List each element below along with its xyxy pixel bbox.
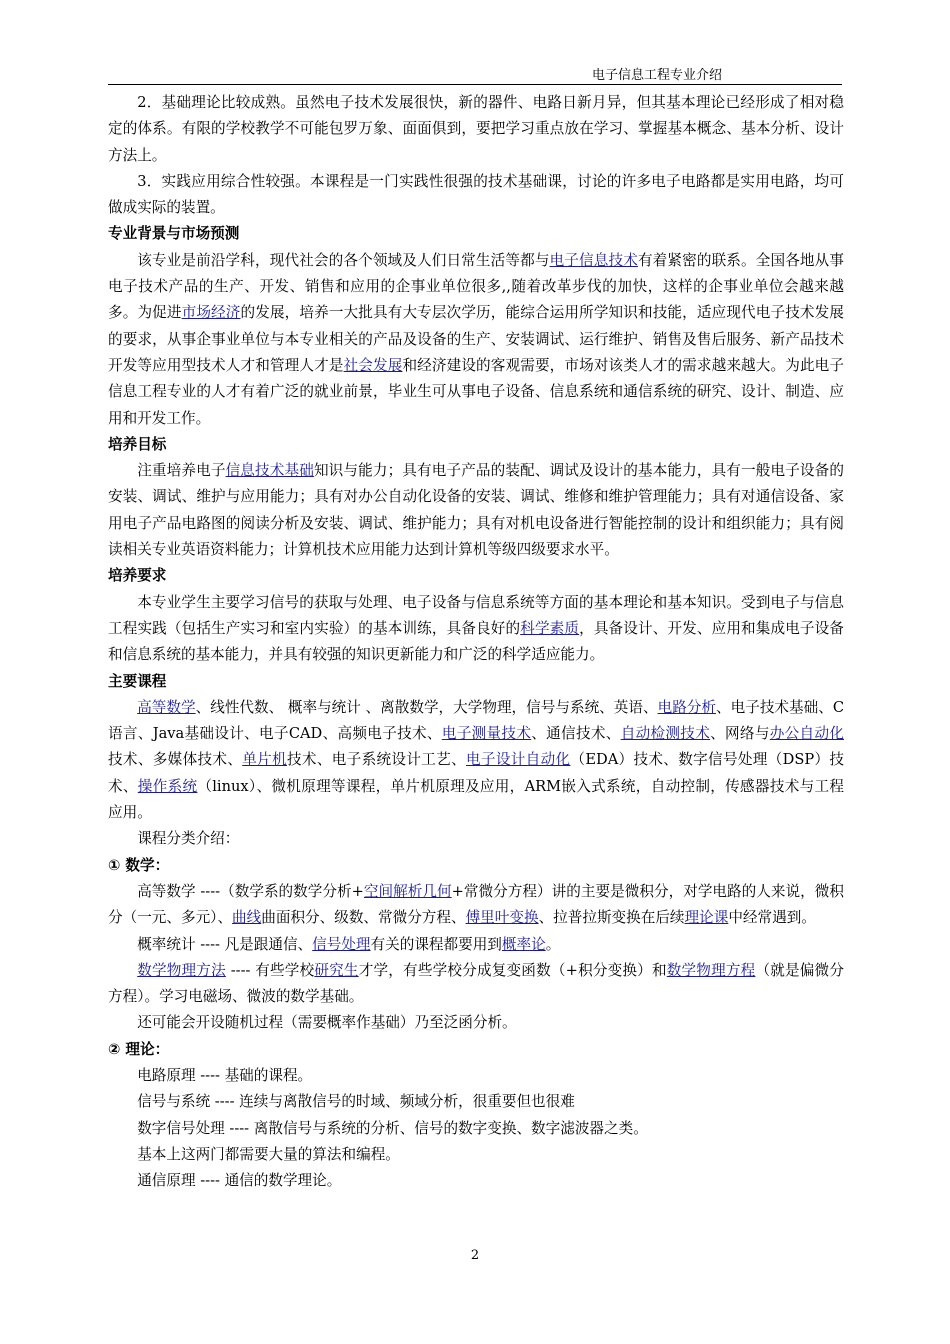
paragraph	[108, 695, 844, 826]
text: ，具备设计、开发、应用和集成电子设备和信息系统的基本能力，并具有较强的知识更新能力和广泛的科学适应能力。	[108, 619, 844, 664]
paragraph	[108, 590, 844, 669]
paragraph: 课程分类介绍：	[137, 830, 240, 848]
text: 才学，有些学校分成复变函数（+积分变换）和	[358, 961, 667, 979]
text: 、拉普拉斯变换在后续	[538, 909, 685, 927]
text: 、电子技术基础、C语言、Java基础设计、电子CAD、高频电子技术、	[108, 698, 845, 743]
list-item: 信号与系统 ---- 连续与离散信号的时域、频域分析，很重要但也很难	[137, 1093, 575, 1111]
link[interactable]: 曲线	[232, 909, 262, 927]
link[interactable]: 电子测量技术	[441, 725, 532, 743]
paragraph: 还可能会开设随机过程（需要概率作基础）乃至泛函分析。	[137, 1014, 517, 1032]
text: 、网络与	[710, 725, 770, 743]
header-title: 电子信息工程专业介绍	[591, 68, 722, 83]
link[interactable]: 市场经济	[181, 304, 241, 322]
link[interactable]: 概率论	[501, 935, 546, 953]
link[interactable]: 高等数学	[137, 698, 196, 716]
section-heading: 主要课程	[108, 672, 167, 690]
link[interactable]: 数学物理方程	[666, 961, 756, 979]
text: 本专业学生主要学习信号的获取与处理、电子设备与信息系统等方面的基本理论和基本知识。受到电子与信息工程实践（包括生产实习和室内实验）的基本训练，具备良好的	[108, 593, 844, 637]
text: 有着紧密的联系。全国各地从事电子技术产品的生产、开发、销售和应用的企事业单位很多,,随着改革步伐的加快，这样的企事业单位会越来越多。为促进	[108, 251, 844, 322]
paragraph	[108, 958, 844, 1011]
list-item: 数字信号处理 ---- 离散信号与系统的分析、信号的数字变换、数字滤波器之类。	[137, 1119, 648, 1137]
link[interactable]: 空间解析几何	[363, 882, 452, 900]
text: 、通信技术、	[531, 725, 621, 743]
paragraph	[108, 248, 844, 432]
text: （EDA）技术、数字信号处理（DSP）技术、	[108, 751, 844, 795]
link[interactable]: 理论课	[684, 909, 729, 927]
page-number: 2	[470, 1248, 480, 1263]
list-item: 基本上这两门都需要大量的算法和编程。	[137, 1145, 400, 1163]
link[interactable]: 电路分析	[657, 698, 717, 716]
list-item: 电路原理 ---- 基础的课程。	[137, 1066, 313, 1084]
text: 技术、电子系统设计工艺、	[287, 751, 466, 769]
link[interactable]: 信号处理	[312, 935, 371, 953]
link[interactable]: 数学物理方法	[137, 961, 226, 979]
text: 概率统计 ---- 凡是跟通信、	[137, 935, 313, 953]
text: 技术、多媒体技术、	[108, 751, 243, 769]
link[interactable]: 办公自动化	[769, 725, 844, 743]
paragraph	[108, 879, 844, 932]
text: （就是偏微分方程）。学习电磁场、微波的数学基础。	[108, 961, 844, 1006]
paragraph: 3．实践应用综合性较强。本课程是一门实践性很强的技术基础课，讨论的许多电子电路都是实用电路，均可做成实际的装置。	[108, 172, 844, 217]
text: （linux）、微机原理等课程，单片机原理及应用，ARM嵌入式系统，自动控制，传感器技术与工程应用。	[108, 777, 844, 822]
page-header	[108, 58, 842, 85]
link[interactable]: 信息技术基础	[225, 462, 314, 480]
text: +常微分方程）讲的主要是微积分，对学电路的人来说，微积分（一元、多元）、	[108, 882, 844, 927]
link[interactable]: 自动检测技术	[620, 725, 711, 743]
link[interactable]: 电子信息技术	[549, 251, 638, 269]
text: 注重培养电子	[137, 462, 226, 480]
paragraph	[108, 458, 844, 563]
link[interactable]: 电子设计自动化	[466, 751, 571, 769]
link[interactable]: 傅里叶变换	[465, 909, 539, 927]
paragraph	[108, 932, 844, 958]
paragraph: 2．基础理论比较成熟。虽然电子技术发展很快，新的器件、电路日新月异，但其基本理论已经形成了相对稳定的体系。有限的学校教学不可能包罗万象、面面俱到，要把学习重点放在学习、掌握基本概念、基本分析、设计方法上。	[108, 94, 844, 164]
text: 、线性代数、 概率与统计 、离散数学，大学物理，信号与系统、英语、	[195, 698, 658, 716]
link[interactable]: 社会发展	[343, 356, 403, 374]
section-heading: 专业背景与市场预测	[108, 225, 240, 243]
text: 中经常遇到。	[728, 909, 816, 927]
link[interactable]: 研究生	[314, 961, 359, 979]
list-item: 通信原理 ---- 通信的数学理论。	[137, 1172, 342, 1190]
subsection-heading: ① 数学：	[108, 856, 170, 874]
link[interactable]: 科学素质	[520, 619, 580, 637]
text: 高等数学 ----（数学系的数学分析+	[137, 882, 364, 900]
text: 的发展，培养一大批具有大专层次学历，能综合运用所学知识和技能，适应现代电子技术发展的要求，从事企事业单位与本专业相关的产品及设备的生产、安装调试、运行维护、销售及售后服务、新产品技术开发等应用型技术人才和管理人才是	[108, 304, 844, 374]
document-body	[108, 90, 844, 1194]
text: 曲面积分、级数、常微分方程、	[261, 909, 466, 927]
text: 。	[545, 935, 561, 953]
text: 和经济建设的客观需要，市场对该类人才的需求越来越大。为此电子信息工程专业的人才有着广泛的就业前景，毕业生可从事电子设备、信息系统和通信系统的研究、设计、制造、应用和开发工作。	[108, 356, 844, 427]
subsection-heading: ② 理论：	[108, 1040, 170, 1058]
section-heading: 培养要求	[108, 567, 167, 585]
link[interactable]: 操作系统	[137, 777, 198, 795]
text: 该专业是前沿学科，现代社会的各个领域及人们日常生活等都与	[137, 251, 550, 269]
text: 有关的课程都要用到	[370, 935, 502, 953]
link[interactable]: 单片机	[242, 751, 287, 769]
text: 知识与能力；具有电子产品的装配、调试及设计的基本能力，具有一般电子设备的安装、调试、维护与应用能力；具有对办公自动化设备的安装、调试、维修和维护管理能力；具有对通信设备、家用电子产品电路图的阅读分析及安装、调试、维护能力；具有对机电设备进行智能控制的设计和组织能力；具有阅读相关专业英语资料能力；计算机技术应用能力达到计算机等级四级要求水平。	[108, 462, 844, 559]
section-heading: 培养目标	[108, 435, 167, 453]
text: ---- 有些学校	[225, 961, 315, 979]
